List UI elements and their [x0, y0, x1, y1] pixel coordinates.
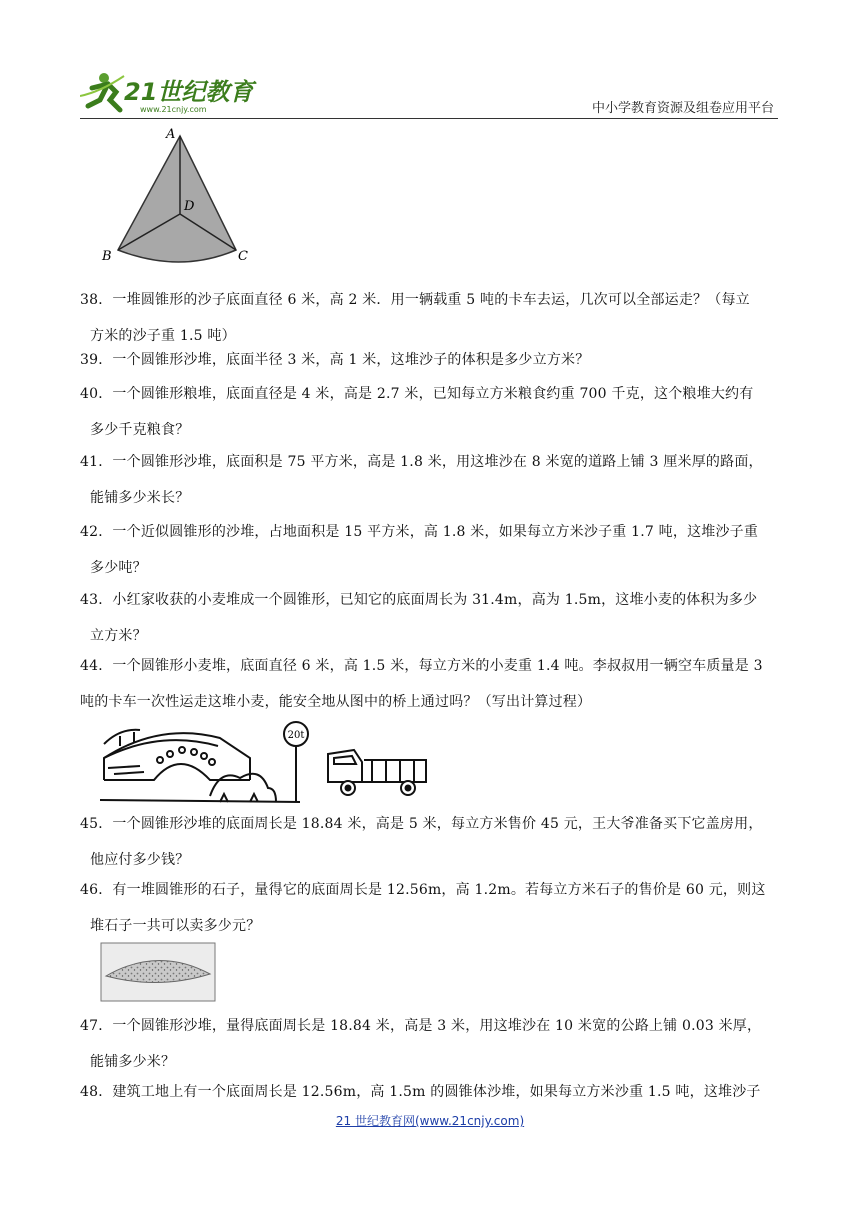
question-47	[80, 1008, 780, 1080]
question-text: 一堆圆锥形的沙子底面直径 6 米，高 2 米．用一辆载重 5 吨的卡车去运，几次可以全部运走？（每立	[112, 292, 750, 308]
question-48	[80, 1074, 780, 1110]
runner-icon	[80, 73, 124, 110]
question-45	[80, 806, 780, 878]
question-number: 41．	[80, 454, 113, 470]
question-text: 建筑工地上有一个底面周长是 12.56m，高 1.5m 的圆锥体沙堆，如果每立方米沙重 1.5 吨，这堆沙子	[112, 1084, 761, 1100]
question-text-cont: 多少千克粮食？	[90, 422, 190, 438]
label-a: A	[166, 127, 176, 142]
question-text: 一个圆锥形粮堆，底面直径是 4 米，高是 2.7 米，已知每立方米粮食约重 700 千克，这个粮堆大约有	[112, 386, 754, 402]
label-c: C	[238, 249, 248, 264]
question-44	[80, 648, 780, 720]
truck-icon	[328, 750, 426, 795]
question-text-cont: 堆石子一共可以卖多少元？	[90, 918, 261, 934]
question-40	[80, 376, 780, 448]
question-text-cont: 方米的沙子重 1.5 吨）	[90, 328, 236, 344]
question-text: 有一堆圆锥形的石子，量得它的底面周长是 12.56m，高 1.2m。若每立方米石子的售价是 60 元，则这	[112, 882, 766, 898]
question-46	[80, 872, 780, 944]
question-text-cont: 吨的卡车一次性运走这堆小麦，能安全地从图中的桥上通过吗？（写出计算过程）	[80, 694, 592, 710]
question-number: 42．	[80, 524, 113, 540]
question-text: 一个近似圆锥形的沙堆，占地面积是 15 平方米，高 1.8 米，如果每立方米沙子重 1.7 吨，这堆沙子重	[112, 524, 759, 540]
question-41	[80, 444, 780, 516]
label-d: D	[184, 199, 195, 214]
question-number: 45．	[80, 816, 113, 832]
question-number: 39．	[80, 352, 113, 368]
question-text: 一个圆锥形沙堆，底面半径 3 米，高 1 米，这堆沙子的体积是多少立方米？	[112, 352, 590, 368]
bridge-icon	[100, 730, 300, 802]
weight-limit-sign	[284, 722, 308, 802]
question-42	[80, 514, 780, 586]
question-39	[80, 342, 780, 378]
site-logo	[80, 66, 260, 118]
logo-url: www.21cnjy.com	[140, 105, 207, 114]
logo-title: 21世纪教育	[124, 78, 254, 106]
question-number: 38．	[80, 292, 113, 308]
stone-pile-figure	[100, 942, 216, 1002]
header-divider	[80, 118, 778, 119]
question-text-cont: 能铺多少米长？	[90, 490, 190, 506]
question-number: 43．	[80, 592, 113, 608]
question-number: 40．	[80, 386, 113, 402]
bridge-truck-figure	[100, 718, 430, 810]
sign-label: 20t	[287, 730, 305, 741]
question-text-cont: 他应付多少钱？	[90, 852, 190, 868]
platform-name: 中小学教育资源及组卷应用平台	[591, 101, 774, 116]
label-b: B	[102, 249, 112, 264]
question-text: 一个圆锥形沙堆，底面积是 75 平方米，高是 1.8 米，用这堆沙在 8 米宽的道路上铺 3 厘米厚的路面，	[112, 454, 763, 470]
question-text-cont: 多少吨？	[90, 560, 147, 576]
question-number: 44．	[80, 658, 113, 674]
question-number: 46．	[80, 882, 113, 898]
footer-link[interactable]: 21 世纪教育网(www.21cnjy.com)	[335, 1114, 525, 1128]
question-43	[80, 582, 780, 654]
cone-figure	[100, 122, 250, 272]
question-text: 一个圆锥形小麦堆，底面直径 6 米，高 1.5 米，每立方米的小麦重 1.4 吨。李叔叔用一辆空车质量是 3	[112, 658, 763, 674]
question-text: 小红家收获的小麦堆成一个圆锥形，已知它的底面周长为 31.4m，高为 1.5m，这堆小麦的体积为多少	[112, 592, 758, 608]
question-text-cont: 能铺多少米？	[90, 1054, 176, 1070]
question-number: 48．	[80, 1084, 113, 1100]
question-text: 一个圆锥形沙堆，量得底面周长是 18.84 米，高是 3 米，用这堆沙在 10 米宽的公路上铺 0.03 米厚，	[112, 1018, 762, 1034]
question-number: 47．	[80, 1018, 113, 1034]
question-text: 一个圆锥形沙堆的底面周长是 18.84 米，高是 5 米，每立方米售价 45 元，王大爷准备买下它盖房用，	[112, 816, 763, 832]
question-text-cont: 立方米？	[90, 628, 147, 644]
